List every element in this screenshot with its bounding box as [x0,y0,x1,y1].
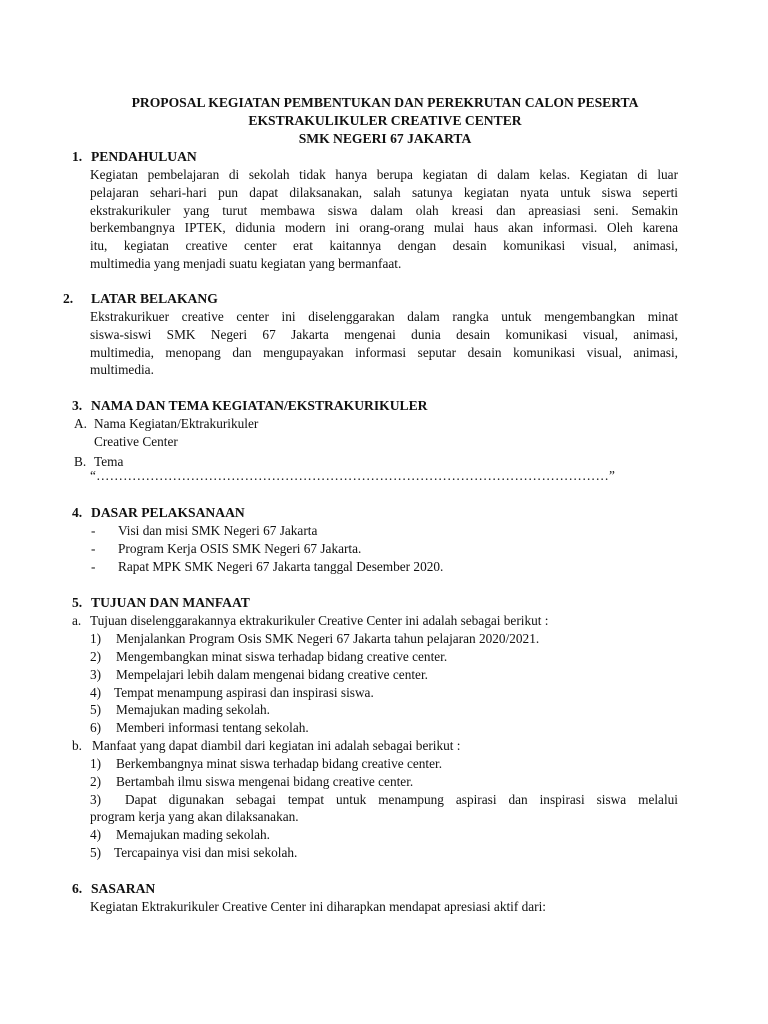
list-number: 2) [90,774,102,789]
list-number: 3) [90,792,102,807]
item-marker-a: A. [74,416,87,431]
list-item: Rapat MPK SMK Negeri 67 Jakarta tanggal Desember 2020. [118,559,444,574]
section-6-number: 6. [72,881,83,896]
list-item: Program Kerja OSIS SMK Negeri 67 Jakarta. [118,541,362,556]
list-number: 2) [90,649,102,664]
theme-placeholder: “……………………………………………………………………………………………………” [90,468,616,483]
section-5-heading: TUJUAN DAN MANFAAT [91,595,250,610]
section-1-number: 1. [72,149,83,164]
list-item: Bertambah ilmu siswa mengenai bidang creative center. [116,774,414,789]
list-item: Memajukan mading sekolah. [116,702,270,717]
doc-title-line-3: SMK NEGERI 67 JAKARTA [298,131,472,146]
paragraph-line: pelajaran sehari-hari pun dapat dilaksanakan, salah satunya kegiatan nyata untuk siswa seperti [90,184,678,200]
section-2-paragraph [90,308,678,379]
list-number: 5) [90,845,102,860]
list-number: 4) [90,827,102,842]
item-marker-b: b. [72,738,82,753]
list-bullet: - [91,523,96,538]
section-5-number: 5. [72,595,83,610]
paragraph-line: multimedia. [90,362,154,378]
benefits-intro: Manfaat yang dapat diambil dari kegiatan ini adalah sebagai berikut : [92,738,461,753]
section-2-heading: LATAR BELAKANG [91,291,218,306]
section-3-heading: NAMA DAN TEMA KEGIATAN/EKSTRAKURIKULER [91,398,428,413]
paragraph-line: Ekstrakurikuer creative center ini diselenggarakan dalam rangka untuk mengembangkan minat [90,309,678,324]
goals-intro: Tujuan diselenggarakannya ektrakurikuler Creative Center ini adalah sebagai berikut : [90,613,549,628]
section-6-heading: SASARAN [91,881,156,896]
paragraph-line: Kegiatan pembelajaran di sekolah tidak hanya berupa kegiatan di dalam kelas. Kegiatan di luar [90,167,678,182]
list-item: Tercapainya visi dan misi sekolah. [114,845,298,860]
list-number: 1) [90,631,102,646]
section-6-paragraph: Kegiatan Ektrakurikuler Creative Center ini diharapkan mendapat apresiasi aktif dari: [90,899,546,914]
list-number: 5) [90,702,102,717]
list-item: Menjalankan Program Osis SMK Negeri 67 Jakarta tahun pelajaran 2020/2021. [116,631,540,646]
list-number: 3) [90,667,102,682]
doc-title-line-1: PROPOSAL KEGIATAN PEMBENTUKAN DAN PEREKRUTAN CALON PESERTA [131,95,639,110]
paragraph-line: multimedia yang menjadi suatu kegiatan yang bermanfaat. [90,255,402,271]
list-item-continuation: program kerja yang akan dilaksanakan. [90,809,299,824]
theme-label: Tema [94,454,124,469]
list-item: Mengembangkan minat siswa terhadap bidang creative center. [116,649,448,664]
section-1-paragraph [90,166,678,273]
section-1-heading: PENDAHULUAN [91,149,197,164]
paragraph-line: berkembangnya IPTEK, didunia modern ini orang-orang mulai haus akan informasi. Oleh karena [90,220,678,236]
doc-title-line-2: EKSTRAKULIKULER CREATIVE CENTER [248,113,522,128]
item-marker-b: B. [74,454,87,469]
section-4-heading: DASAR PELAKSANAAN [91,505,245,520]
section-3-number: 3. [72,398,83,413]
list-item: Memberi informasi tentang sekolah. [116,720,309,735]
paragraph-line: siswa-siswi SMK Negeri 67 Jakarta mengenai dunia desain komunikasi visual, animasi, [90,326,678,342]
list-item-justified [90,791,678,809]
list-item: Mempelajari lebih dalam mengenai bidang creative center. [116,667,428,682]
list-number: 4) [90,685,102,700]
list-item: Berkembangnya minat siswa terhadap bidang creative center. [116,756,443,771]
activity-name-value: Creative Center [94,434,178,449]
list-item: Visi dan misi SMK Negeri 67 Jakarta [118,523,318,538]
list-item: Memajukan mading sekolah. [116,827,270,842]
list-number: 1) [90,756,102,771]
activity-name-label: Nama Kegiatan/Ektrakurikuler [94,416,259,431]
list-bullet: - [91,559,96,574]
paragraph-line: multimedia, menopang dan mengupayakan informasi seputar desain komunikasi visual, animasi, [90,344,678,360]
list-number: 6) [90,720,102,735]
list-item: Tempat menampung aspirasi dan inspirasi siswa. [114,685,374,700]
section-4-number: 4. [72,505,83,520]
paragraph-line: itu, kegiatan creative center erat kaitannya dengan desain komunikasi visual, animasi, [90,238,678,254]
paragraph-line: ekstrakurikuler yang turut membawa siswa dalam olah kreasi dan apreasiasi seni. Semakin [90,202,678,218]
section-2-number: 2. [63,291,74,306]
list-bullet: - [91,541,96,556]
item-marker-a: a. [72,613,82,628]
list-item: Dapat digunakan sebagai tempat untuk menampung aspirasi dan inspirasi siswa melalui [124,792,678,807]
